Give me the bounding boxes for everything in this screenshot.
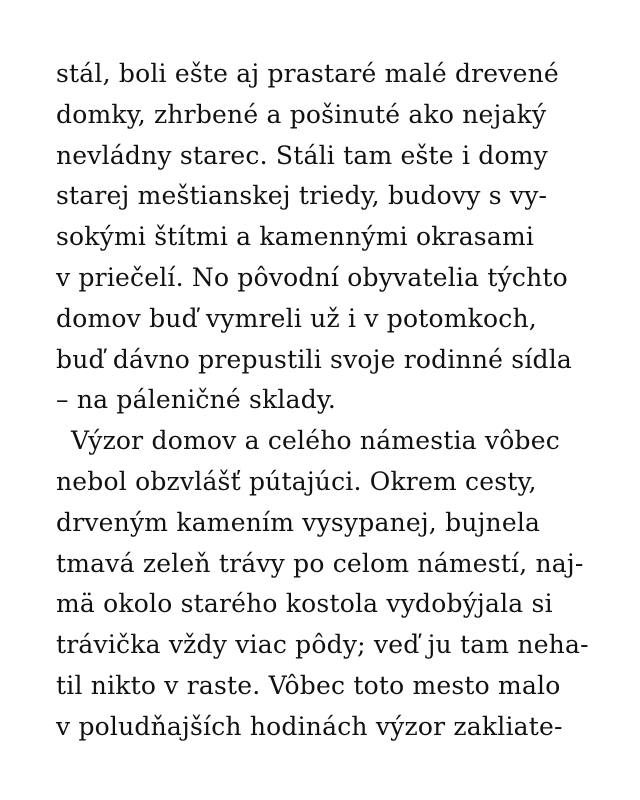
text-line: tmavá zeleň trávy po celom námestí, naj- (56, 548, 584, 578)
text-line: stál, boli ešte aj prastaré malé drevené (56, 59, 559, 88)
text-line: domky, zhrbené a pošinuté ako nejaký (56, 99, 547, 129)
text-line: buď dávno prepustili svoje rodinné sídla (56, 344, 573, 374)
text-line: til nikto v raste. Vôbec toto mesto malo (56, 670, 561, 700)
text-line: v priečelí. No pôvodní obyvatelia týchto (56, 262, 568, 292)
text-line: mä okolo starého kostola vydobýjala si (56, 589, 553, 619)
paragraph-first-line: Výzor domov a celého námestia vôbec (71, 426, 560, 456)
text-line: sokými štítmi a kamennými okrasami (56, 222, 535, 252)
text-line: nevládny starec. Stáli tam ešte i domy (56, 140, 548, 170)
text-line: nebol obzvlášť pútajúci. Okrem cesty, (56, 466, 537, 496)
body-text (56, 54, 616, 748)
text-line: drveným kamením vysypanej, bujnela (56, 507, 541, 537)
text-line: v poludňajších hodinách výzor zakliate- (56, 711, 563, 741)
text-line: – na páleničné sklady. (56, 385, 337, 415)
text-line: domov buď vymreli už i v potomkoch, (56, 303, 537, 333)
text-line: trávička vždy viac pôdy; veď ju tam neha- (56, 630, 589, 660)
text-line: starej meštianskej triedy, budovy s vy- (56, 181, 548, 211)
